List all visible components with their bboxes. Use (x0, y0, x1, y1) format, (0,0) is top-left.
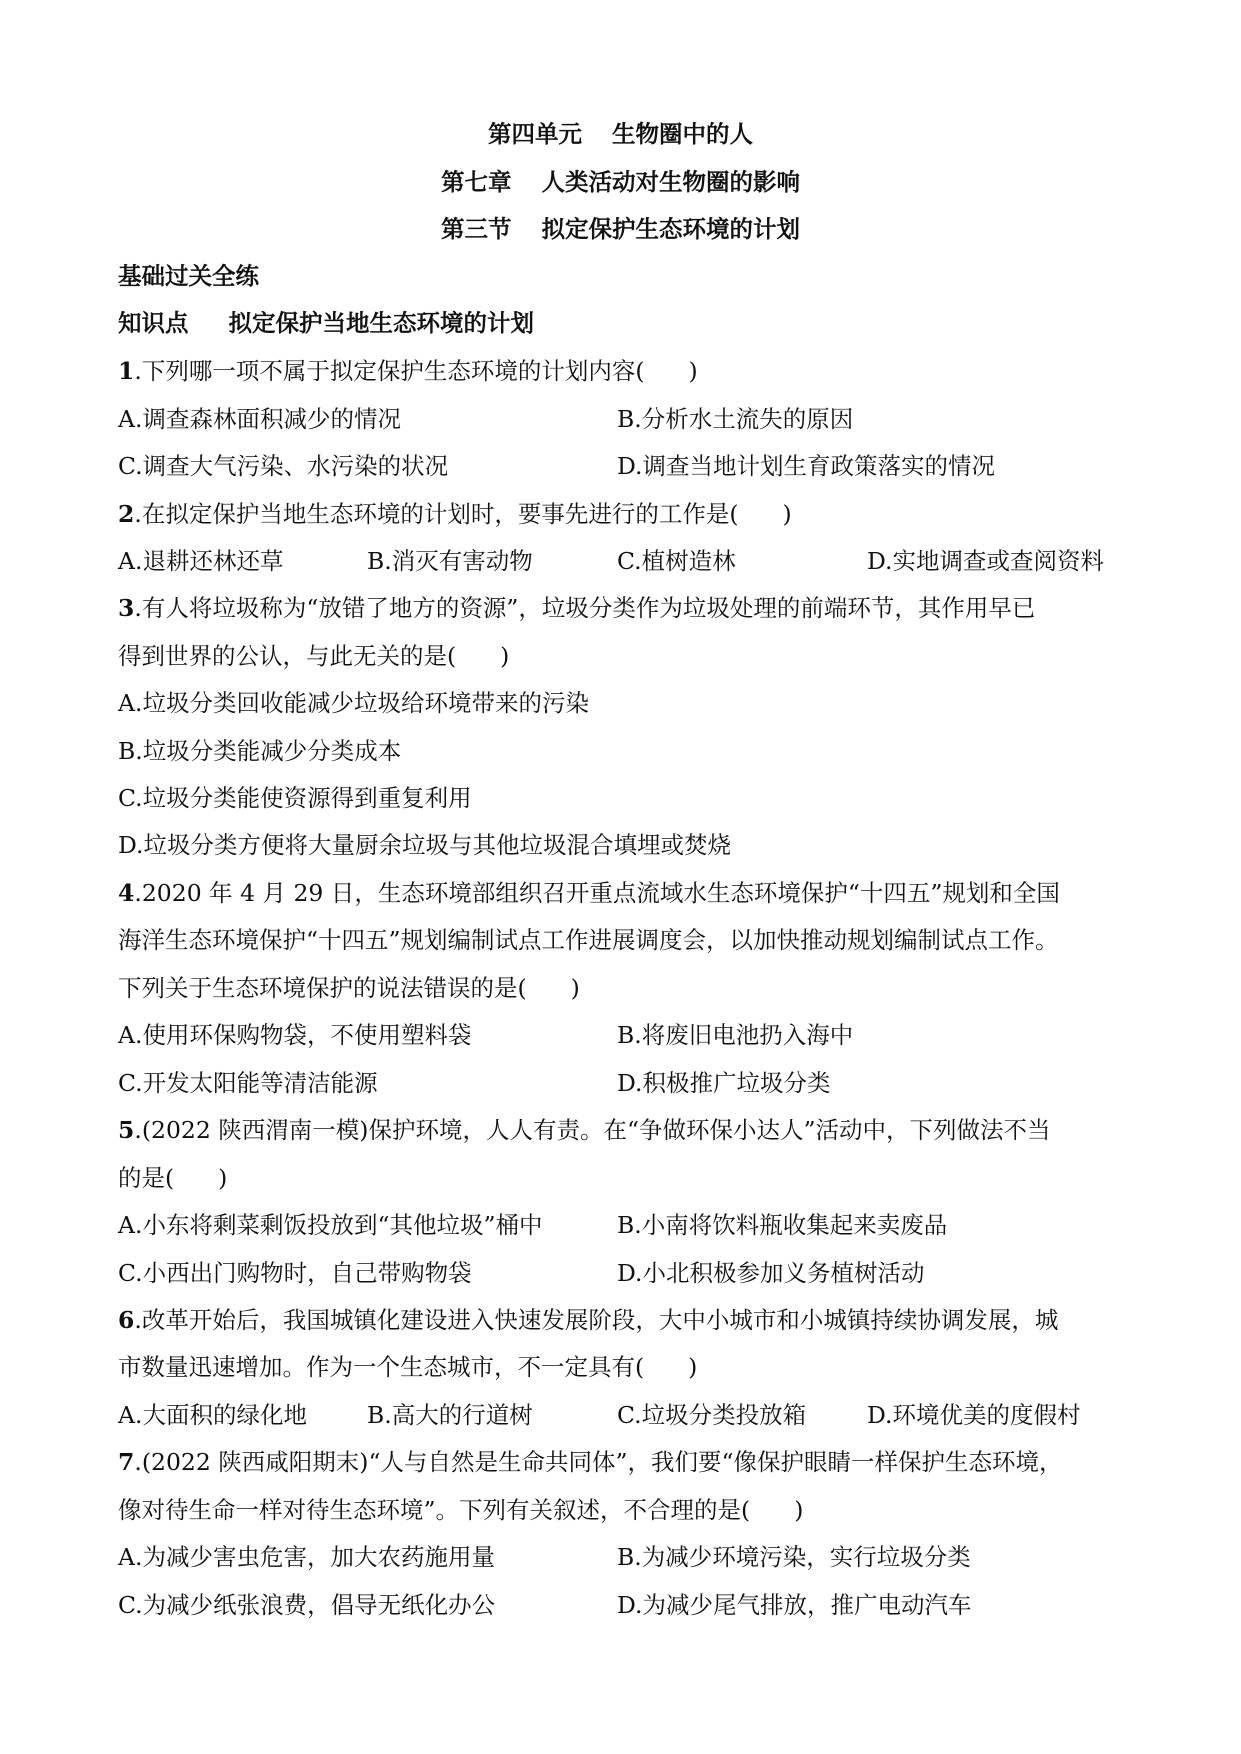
knowledge-title: 拟定保护当地生态环境的计划 (228, 309, 534, 337)
question-number: 3 (118, 594, 135, 622)
question-3-option-b: B.垃圾分类能减少分类成本 (118, 737, 402, 765)
question-6-option-c: C.垃圾分类投放箱 (617, 1401, 807, 1429)
chapter-title (0, 166, 1241, 198)
question-1-option-b: B.分析水土流失的原因 (617, 405, 854, 433)
question-text: 下列关于生态环境保护的说法错误的是( (118, 974, 527, 1002)
question-7-option-d: D.为减少尾气排放，推广电动汽车 (617, 1591, 972, 1619)
question-number: 4 (118, 879, 135, 907)
question-2-option-a: A.退耕还林还草 (118, 547, 284, 575)
question-text: 2020 年 4 月 29 日，生态环境部组织召开重点流域水生态环境保护“十四五”规划和全国 (141, 879, 1060, 907)
question-4-option-b: B.将废旧电池扔入海中 (617, 1021, 854, 1049)
question-3-option-a: A.垃圾分类回收能减少垃圾给环境带来的污染 (118, 689, 589, 717)
section-title (0, 213, 1241, 245)
question-text: (2022 陕西咸阳期末)“人与自然是生命共同体”，我们要“像保护眼睛一样保护生态环境， (141, 1448, 1063, 1476)
question-text: 的是( (118, 1164, 175, 1192)
question-4-line-1: 4.2020 年 4 月 29 日，生态环境部组织召开重点流域水生态环境保护“十四五”规划和全国 (118, 879, 1060, 907)
question-text: 海洋生态环境保护“十四五”规划编制试点工作进展调度会，以加快推动规划编制试点工作。 (118, 926, 1059, 954)
question-number: 1 (118, 357, 135, 385)
question-4-option-a: A.使用环保购物袋，不使用塑料袋 (118, 1021, 472, 1049)
answer-blank-close: ) (500, 642, 510, 670)
question-7-line-2 (118, 1494, 803, 1526)
question-7-option-c: C.为减少纸张浪费，倡导无纸化办公 (118, 1591, 496, 1619)
question-4-option-c: C.开发太阳能等清洁能源 (118, 1069, 378, 1097)
question-4-line-3 (118, 972, 580, 1004)
answer-blank-close: ) (570, 974, 580, 1002)
answer-blank-close: ) (688, 357, 698, 385)
question-2-option-c: C.植树造林 (617, 547, 736, 575)
knowledge-point-heading (118, 307, 534, 339)
question-number: 7 (118, 1448, 135, 1476)
question-5-option-c: C.小西出门购物时，自己带购物袋 (118, 1259, 472, 1287)
question-3-line-2 (118, 640, 509, 672)
chapter-name: 人类活动对生物圈的影响 (541, 168, 800, 196)
question-4-line-2 (118, 924, 1059, 956)
question-text: 像对待生命一样对待生态环境”。下列有关叙述，不合理的是( (118, 1496, 751, 1524)
question-7-option-b: B.为减少环境污染，实行垃圾分类 (617, 1543, 971, 1571)
question-2-option-b: B.消灭有害动物 (367, 547, 533, 575)
knowledge-label: 知识点 (118, 309, 189, 337)
question-text: 有人将垃圾称为“放错了地方的资源”，垃圾分类作为垃圾处理的前端环节，其作用早已 (141, 594, 1036, 622)
chapter-label: 第七章 (441, 168, 512, 196)
question-1-option-d: D.调查当地计划生育政策落实的情况 (617, 452, 995, 480)
question-7-line-1: 7.(2022 陕西咸阳期末)“人与自然是生命共同体”，我们要“像保护眼睛一样保护生态环境， (118, 1448, 1063, 1476)
question-3-option-c: C.垃圾分类能使资源得到重复利用 (118, 784, 472, 812)
question-text: 下列哪一项不属于拟定保护生态环境的计划内容( (141, 357, 645, 385)
question-number: 6 (118, 1306, 135, 1334)
question-6-option-b: B.高大的行道树 (367, 1401, 533, 1429)
answer-blank-close: ) (782, 500, 792, 528)
unit-title (0, 118, 1241, 150)
answer-blank-close: ) (794, 1496, 804, 1524)
question-1: 1.下列哪一项不属于拟定保护生态环境的计划内容( ) (118, 357, 698, 385)
question-2: 2.在拟定保护当地生态环境的计划时，要事先进行的工作是( ) (118, 500, 792, 528)
question-5-option-d: D.小北积极参加义务植树活动 (617, 1259, 925, 1287)
question-text: 改革开始后，我国城镇化建设进入快速发展阶段，大中小城市和小城镇持续协调发展，城 (141, 1306, 1059, 1334)
question-4-option-d: D.积极推广垃圾分类 (617, 1069, 831, 1097)
question-number: 5 (118, 1116, 135, 1144)
section-label: 第三节 (441, 215, 512, 243)
question-1-option-c: C.调查大气污染、水污染的状况 (118, 452, 449, 480)
question-5-option-b: B.小南将饮料瓶收集起来卖废品 (617, 1211, 948, 1239)
section-name: 拟定保护生态环境的计划 (541, 215, 800, 243)
question-6-line-1: 6.改革开始后，我国城镇化建设进入快速发展阶段，大中小城市和小城镇持续协调发展，城 (118, 1306, 1059, 1334)
question-6-line-2 (118, 1351, 697, 1383)
question-6-option-a: A.大面积的绿化地 (118, 1401, 307, 1429)
answer-blank-close: ) (688, 1353, 698, 1381)
question-3-line-1: 3.有人将垃圾称为“放错了地方的资源”，垃圾分类作为垃圾处理的前端环节，其作用早已 (118, 594, 1036, 622)
question-5-line-1: 5.(2022 陕西渭南一模)保护环境，人人有责。在“争做环保小达人”活动中，下列做法不当 (118, 1116, 1051, 1144)
question-3-option-d: D.垃圾分类方便将大量厨余垃圾与其他垃圾混合填埋或焚烧 (118, 831, 731, 859)
question-7-option-a: A.为减少害虫危害，加大农药施用量 (118, 1543, 495, 1571)
question-text: 得到世界的公认，与此无关的是( (118, 642, 457, 670)
practice-heading: 基础过关全练 (118, 262, 259, 290)
answer-blank-close: ) (218, 1164, 228, 1192)
unit-label: 第四单元 (488, 120, 582, 148)
question-number: 2 (118, 500, 135, 528)
unit-name: 生物圈中的人 (612, 120, 753, 148)
question-1-option-a: A.调查森林面积减少的情况 (118, 405, 401, 433)
question-text: 在拟定保护当地生态环境的计划时，要事先进行的工作是( (141, 500, 739, 528)
question-6-option-d: D.环境优美的度假村 (867, 1401, 1081, 1429)
question-5-option-a: A.小东将剩菜剩饭投放到“其他垃圾”桶中 (118, 1211, 543, 1239)
question-text: 市数量迅速增加。作为一个生态城市，不一定具有( (118, 1353, 645, 1381)
question-text: (2022 陕西渭南一模)保护环境，人人有责。在“争做环保小达人”活动中，下列做法不当 (141, 1116, 1051, 1144)
question-5-line-2 (118, 1162, 227, 1194)
question-2-option-d: D.实地调查或查阅资料 (867, 547, 1104, 575)
